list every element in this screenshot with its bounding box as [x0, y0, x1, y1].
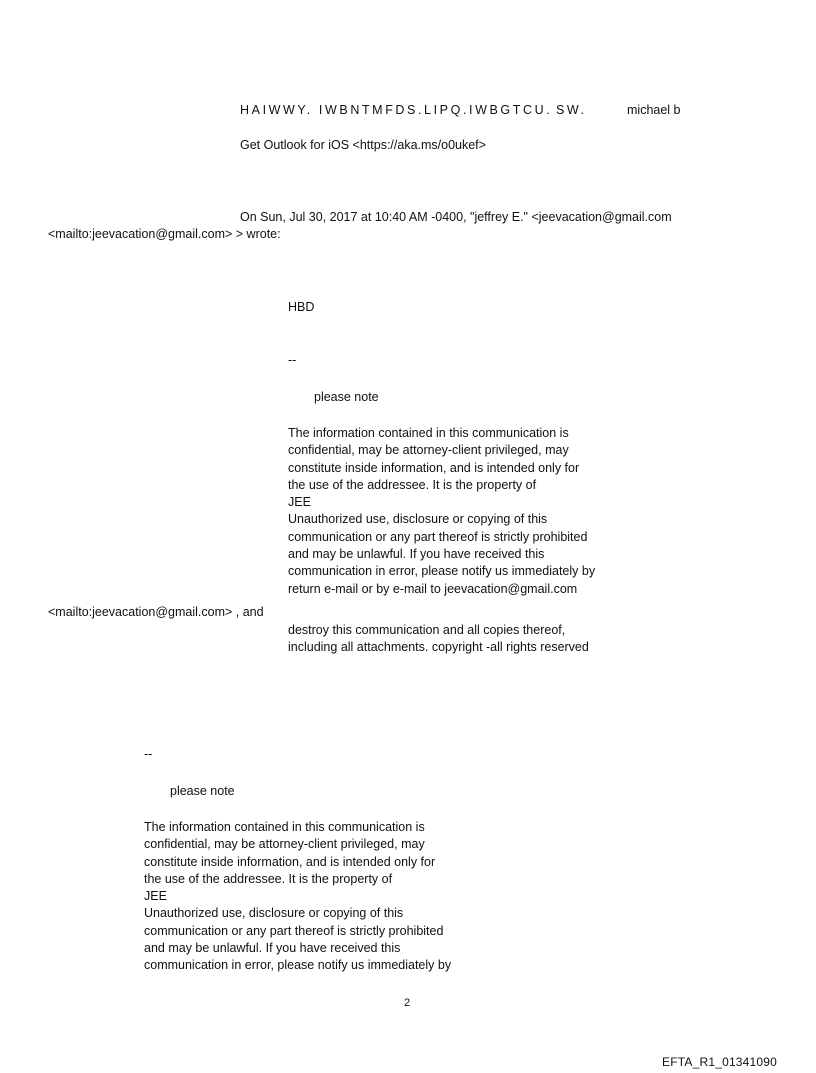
quoted-disclaimer — [288, 425, 595, 598]
outer-disclaimer — [144, 819, 451, 975]
disclaimer-line: the use of the addressee. It is the property of — [288, 477, 537, 492]
disclaimer-line: JEE — [144, 889, 167, 904]
disclaimer-line: communication in error, please notify us immediately by — [144, 958, 452, 973]
disclaimer-line: constitute inside information, and is intended only for — [144, 854, 436, 869]
disclaimer-line: communication or any part thereof is strictly prohibited — [144, 923, 444, 938]
quoted-disclaimer-tail — [288, 622, 589, 657]
page-number: 2 — [404, 997, 411, 1009]
disclaimer-line: Unauthorized use, disclosure or copying of this — [288, 512, 548, 527]
disclaimer-line: The information contained in this communication is — [288, 426, 569, 440]
quote-intro-line-2: <mailto:jeevacation@gmail.com> > wrote: — [48, 227, 281, 241]
disclaimer-line: the use of the addressee. It is the property of — [144, 871, 393, 886]
quoted-separator: -- — [288, 353, 297, 367]
disclaimer-line: communication in error, please notify us immediately by — [288, 564, 596, 579]
disclaimer-line: and may be unlawful. If you have received this — [288, 547, 545, 562]
disclaimer-line: return e-mail or by e-mail to jeevacation@gmail.com — [288, 581, 578, 596]
quoted-note-title: please note — [314, 390, 379, 404]
header-initials: SW. — [556, 103, 587, 117]
disclaimer-line: destroy this communication and all copies thereof, — [288, 623, 566, 637]
disclaimer-line: JEE — [288, 495, 311, 510]
quoted-mailto-line: <mailto:jeevacation@gmail.com> , and — [48, 605, 264, 619]
quote-intro-line-1: On Sun, Jul 30, 2017 at 10:40 AM -0400, "jeffrey E." <jeevacation@gmail.com — [240, 210, 672, 224]
disclaimer-line: Unauthorized use, disclosure or copying of this — [144, 906, 404, 921]
quoted-body: HBD — [288, 300, 315, 314]
sender-name: michael b — [627, 103, 681, 117]
disclaimer-line: confidential, may be attorney-client privileged, may — [288, 443, 569, 458]
disclaimer-line: constitute inside information, and is intended only for — [288, 460, 580, 475]
disclaimer-line: confidential, may be attorney-client privileged, may — [144, 837, 425, 852]
outer-note-title: please note — [170, 784, 235, 798]
garbled-header-text: HAIWWY. IWBNTMFDS.LIPQ.IWBGTCU. — [240, 103, 553, 117]
outlook-signature: Get Outlook for iOS <https://aka.ms/o0ukef> — [240, 138, 486, 152]
disclaimer-line: communication or any part thereof is strictly prohibited — [288, 529, 588, 544]
disclaimer-line: The information contained in this communication is — [144, 820, 425, 834]
disclaimer-line: including all attachments. copyright -all rights reserved — [288, 640, 589, 655]
disclaimer-line: and may be unlawful. If you have received this — [144, 941, 401, 956]
document-id: EFTA_R1_01341090 — [662, 1055, 778, 1069]
outer-separator: -- — [144, 747, 153, 761]
